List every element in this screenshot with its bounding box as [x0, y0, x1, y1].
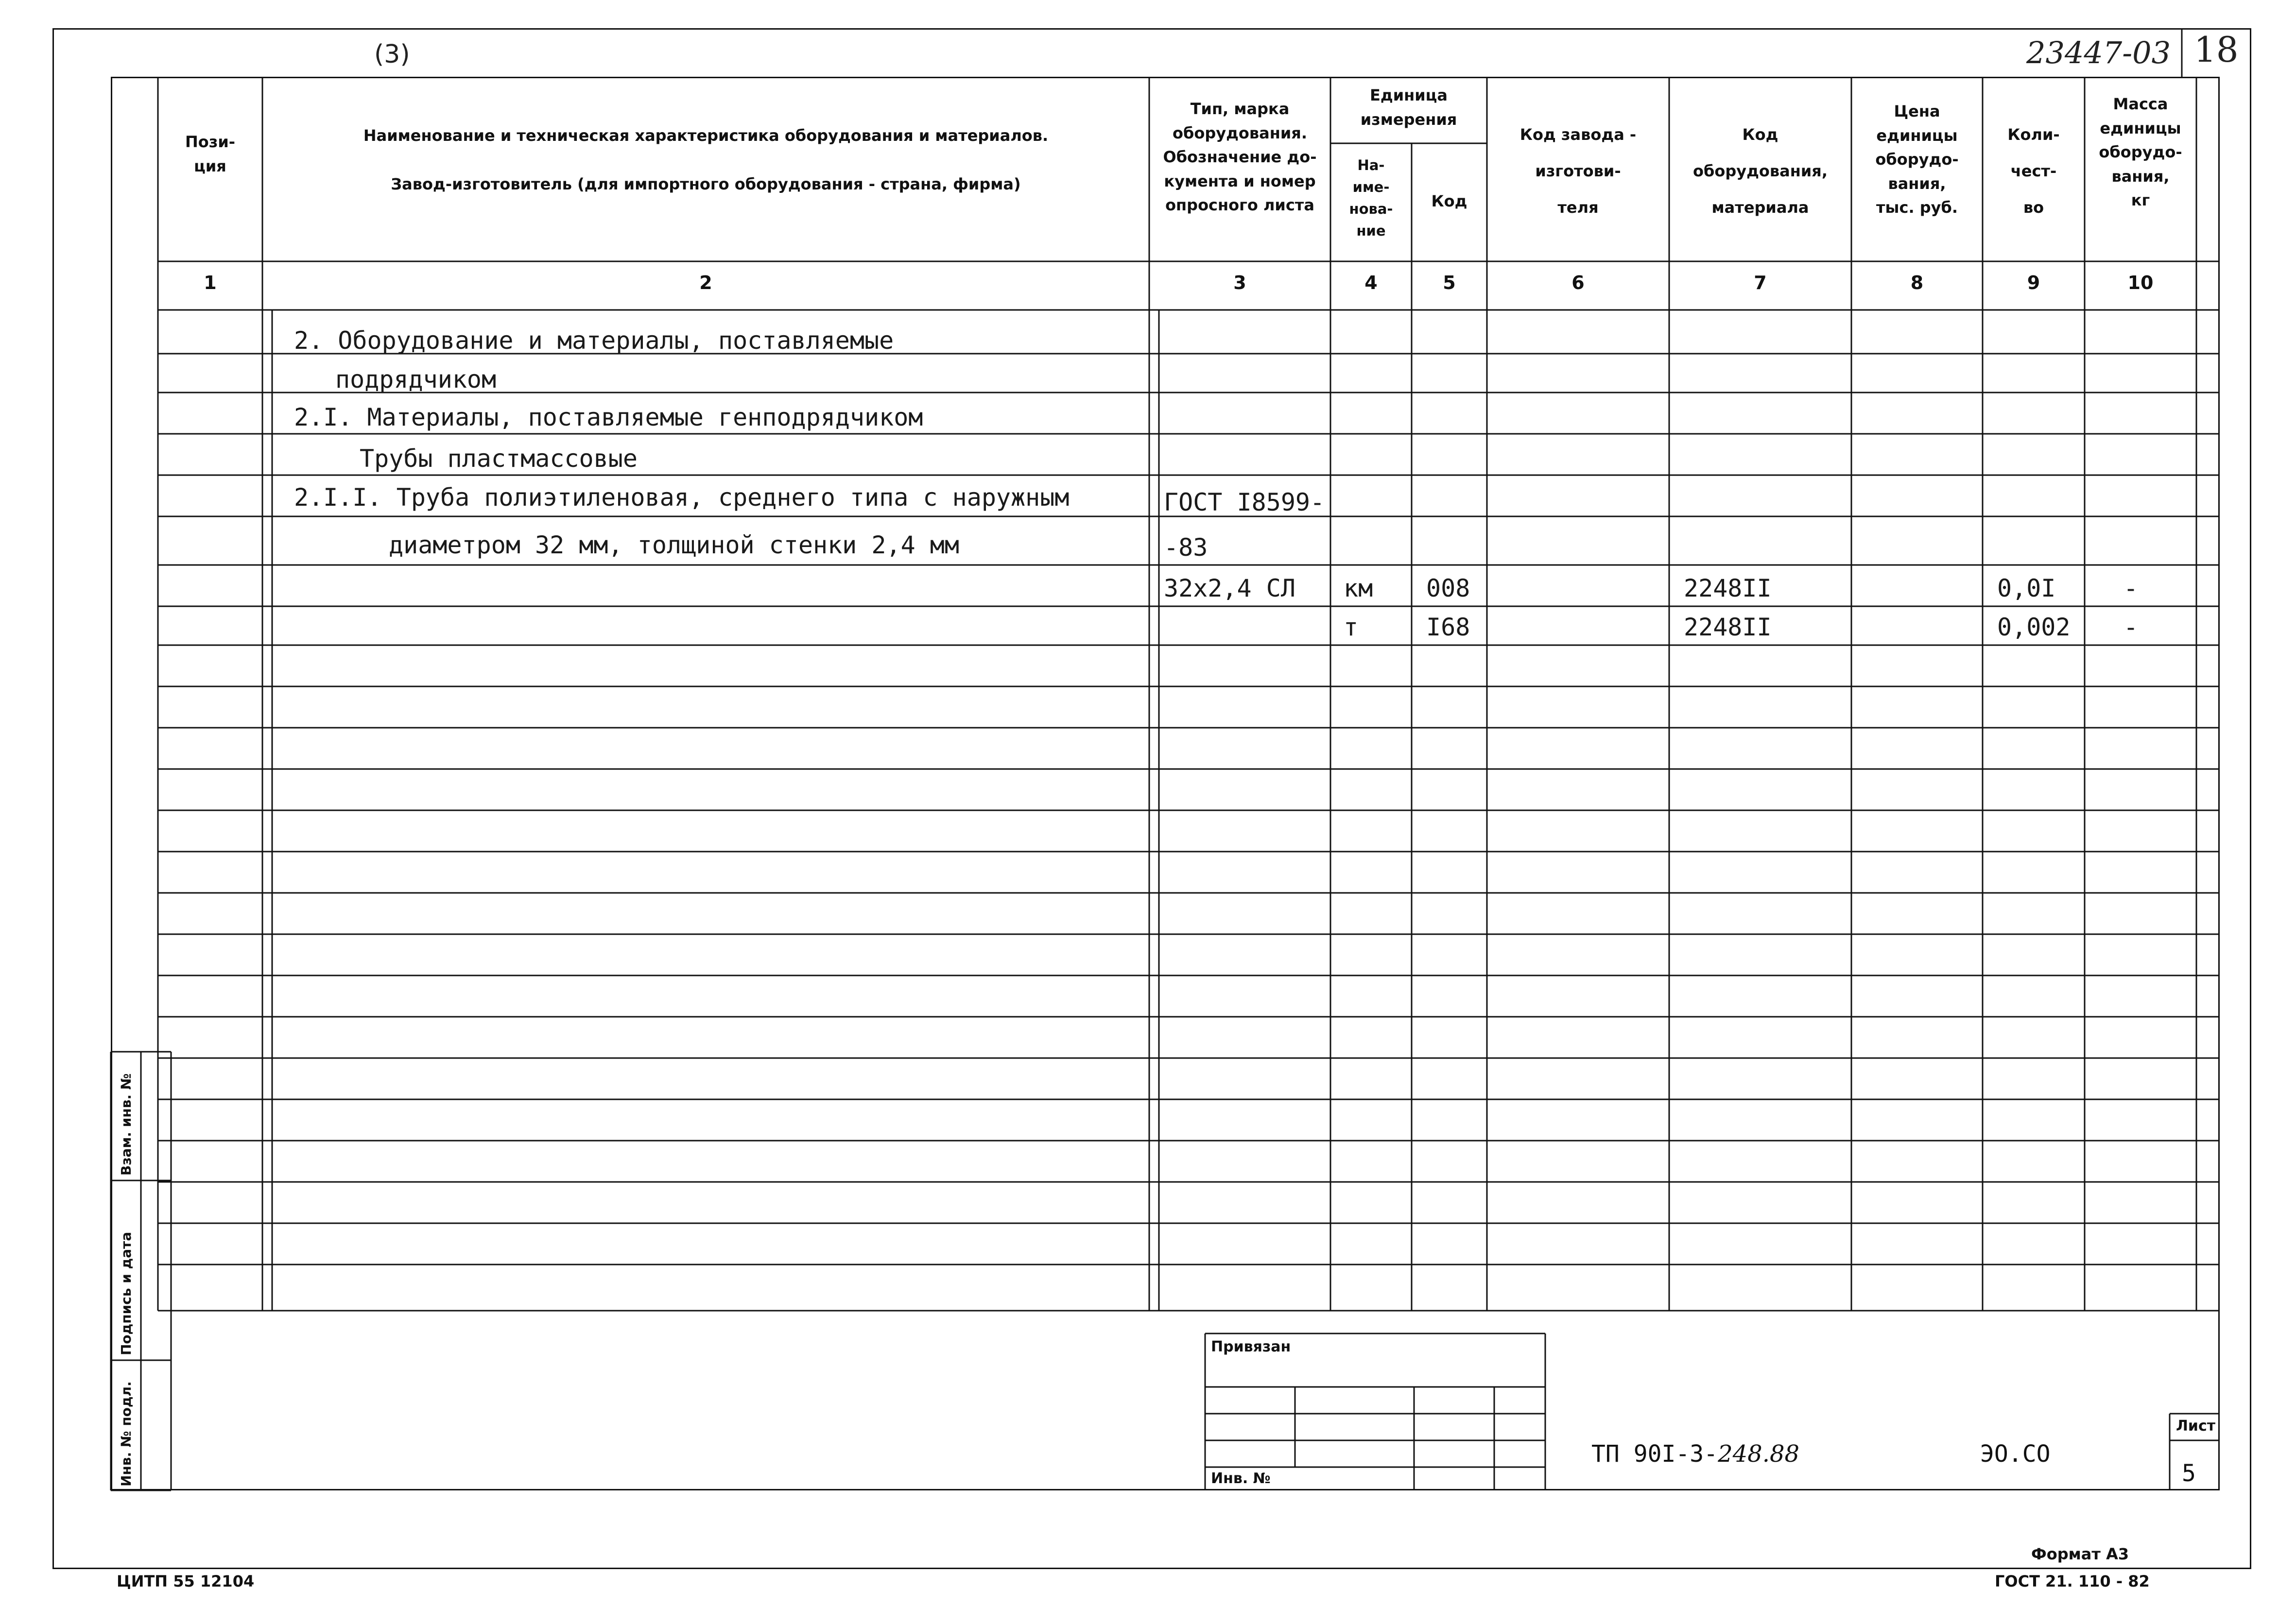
column-number-8: 8	[1910, 272, 1924, 293]
row-6-name: диаметром 32 мм, толщиной стенки 2,4 мм	[389, 531, 959, 559]
side-label-signature-date: Подпись и дата	[118, 1231, 134, 1355]
column-number-1: 1	[204, 272, 217, 293]
row-7-equipment-code: 2248II	[1684, 574, 1772, 602]
row-8-quantity: 0,002	[1997, 613, 2071, 641]
stamp-list-label: Лист	[2176, 1418, 2216, 1435]
header-equipment-code: Код оборудования, материала	[1693, 125, 1828, 217]
sheet-mark: (3)	[374, 40, 410, 69]
row-8-unit: т	[1344, 613, 1359, 641]
header-price: Цена единицы оборудо- вания, тыс. руб.	[1875, 102, 1959, 217]
project-code-handwritten: 248.88	[1718, 1440, 1800, 1468]
sheet-corner-number: 18	[2194, 29, 2239, 70]
row-5-name: 2.I.I. Труба полиэтиленовая, среднего типа с наружным	[294, 483, 1070, 512]
header-type: Тип, марка оборудования. Обозначение до- кумента и номер опросного листа	[1163, 100, 1317, 215]
header-position: Пози- ция	[185, 133, 236, 175]
section-code: ЭО.СО	[1980, 1440, 2051, 1468]
column-number-7: 7	[1754, 272, 1767, 293]
row-7-mass: -	[2123, 574, 2139, 602]
header-name-a: Наименование и техническая характеристика оборудования и материалов.	[363, 126, 1049, 145]
header-unit: Единица измерения	[1360, 86, 1457, 129]
doc-code: 23447-03	[2026, 35, 2171, 70]
header-quantity: Коли- чест- во	[2007, 125, 2060, 217]
column-number-3: 3	[1233, 272, 1246, 293]
column-number-6: 6	[1571, 272, 1585, 293]
footer-left-code: ЦИТП 55 12104	[117, 1572, 255, 1590]
row-8-code: I68	[1426, 613, 1470, 641]
column-number-5: 5	[1443, 272, 1456, 293]
row-8-mass: -	[2123, 613, 2139, 641]
header-unit-code: Код	[1431, 192, 1467, 210]
header-mass: Масса единицы оборудо- вания, кг	[2099, 95, 2182, 210]
row-7-quantity: 0,0I	[1997, 574, 2056, 602]
row-7-type: 32х2,4 СЛ	[1164, 574, 1295, 602]
row-8-equipment-code: 2248II	[1684, 613, 1772, 641]
footer-gost: ГОСТ 21. 110 - 82	[1995, 1572, 2150, 1590]
side-label-replace-inv: Взам. инв. №	[118, 1073, 134, 1176]
header-unit-name: На- име- нова- ние	[1349, 157, 1393, 239]
row-4-name: Трубы пластмассовые	[360, 444, 638, 473]
row-6-type: -83	[1164, 533, 1208, 562]
row-3-name: 2.I. Материалы, поставляемые генподрядчиком	[294, 403, 923, 431]
header-plant-code: Код завода - изготови- теля	[1519, 125, 1637, 217]
row-5-type: ГОСТ I8599-	[1164, 488, 1325, 516]
project-code-prefix: ТП 90I-3-	[1591, 1440, 1718, 1468]
column-number-4: 4	[1364, 272, 1378, 293]
footer-format: Формат А3	[2031, 1545, 2129, 1563]
column-number-10: 10	[2127, 272, 2154, 293]
row-7-unit: км	[1344, 574, 1373, 602]
stamp-list-number: 5	[2182, 1460, 2196, 1487]
stamp-inv-no: Инв. №	[1211, 1470, 1271, 1487]
row-7-code: 008	[1426, 574, 1470, 602]
row-2-name: подрядчиком	[335, 365, 497, 393]
project-code	[1591, 1440, 1799, 1468]
row-1-name: 2. Оборудование и материалы, поставляемые	[294, 326, 894, 355]
column-number-9: 9	[2027, 272, 2040, 293]
side-label-inv-original: Инв. № подл.	[118, 1381, 134, 1487]
stamp-privyazan: Привязан	[1211, 1338, 1291, 1355]
column-number-2: 2	[699, 272, 712, 293]
header-name-b: Завод-изготовитель (для импортного оборудования - страна, фирма)	[391, 175, 1021, 193]
